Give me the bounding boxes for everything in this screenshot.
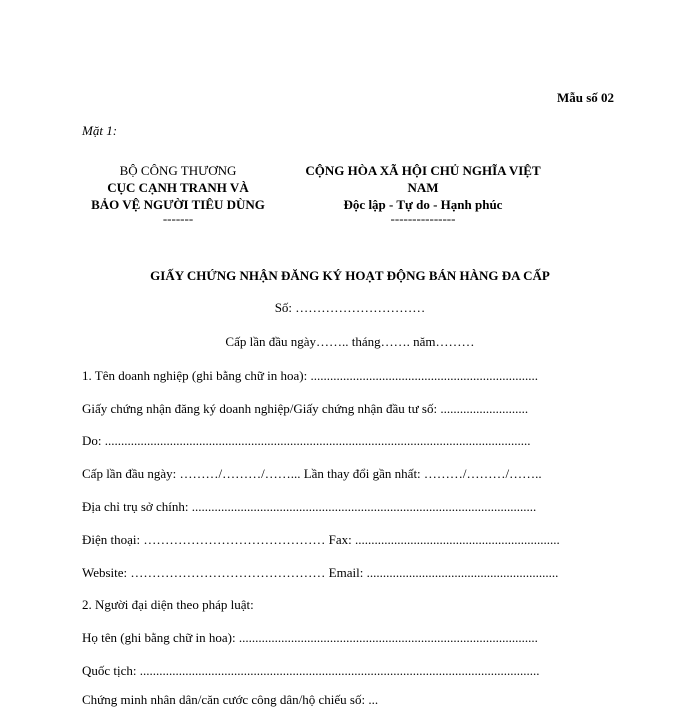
field-registration-certificate: Giấy chứng nhận đăng ký doanh nghiệp/Giấy chứng nhận đầu tư số: ........................... (82, 401, 529, 416)
field-issued-by: Do: ................................................................................................................................... (82, 433, 531, 448)
field-nationality: Quốc tịch: ........................................................................................................................... (82, 663, 540, 678)
country-name-line1: CỘNG HÒA XÃ HỘI CHỦ NGHĨA VIỆT (305, 163, 541, 178)
field-company-name: 1. Tên doanh nghiệp (ghi bằng chữ in hoa): ...................................................................... (82, 368, 538, 383)
field-id-number: Chứng minh nhân dân/căn cước công dân/hộ chiếu số: ... (82, 692, 379, 707)
section-legal-representative: 2. Người đại diện theo pháp luật: (82, 597, 254, 612)
certificate-number: Số: ………………………… (274, 300, 426, 315)
country-name-line2: NAM (407, 180, 439, 195)
form-code: Mẫu số 02 (557, 90, 615, 105)
field-head-office-address: Địa chỉ trụ sở chính: .......................................................................................................... (82, 499, 537, 514)
field-representative-name: Họ tên (ghi bằng chữ in hoa): ............................................................................................ (82, 630, 538, 645)
ministry-name: BỘ CÔNG THƯƠNG (119, 163, 237, 178)
issue-date: Cấp lần đầu ngày…….. tháng……. năm……… (225, 334, 475, 349)
document-title: GIẤY CHỨNG NHẬN ĐĂNG KÝ HOẠT ĐỘNG BÁN HÀNG ĐA CẤP (150, 268, 550, 283)
field-phone-fax: Điện thoại: …………………………………… Fax: ............................................................... (82, 532, 560, 547)
agency-header (78, 162, 278, 225)
field-website-email: Website: ……………………………………… Email: ........................................................... (82, 565, 559, 580)
department-name-line2: BẢO VỆ NGƯỜI TIÊU DÙNG (91, 197, 265, 212)
header-separator-right: --------------- (390, 211, 456, 226)
national-header (292, 162, 554, 225)
field-issue-dates: Cấp lần đầu ngày: ………/………/……... Lần thay đổi gần nhất: ………/………/…….. (82, 466, 542, 481)
side-label: Mặt 1: (82, 123, 118, 138)
header-separator-left: ------- (162, 211, 194, 226)
department-name-line1: CỤC CẠNH TRANH VÀ (107, 180, 249, 195)
national-motto: Độc lập - Tự do - Hạnh phúc (343, 197, 503, 212)
